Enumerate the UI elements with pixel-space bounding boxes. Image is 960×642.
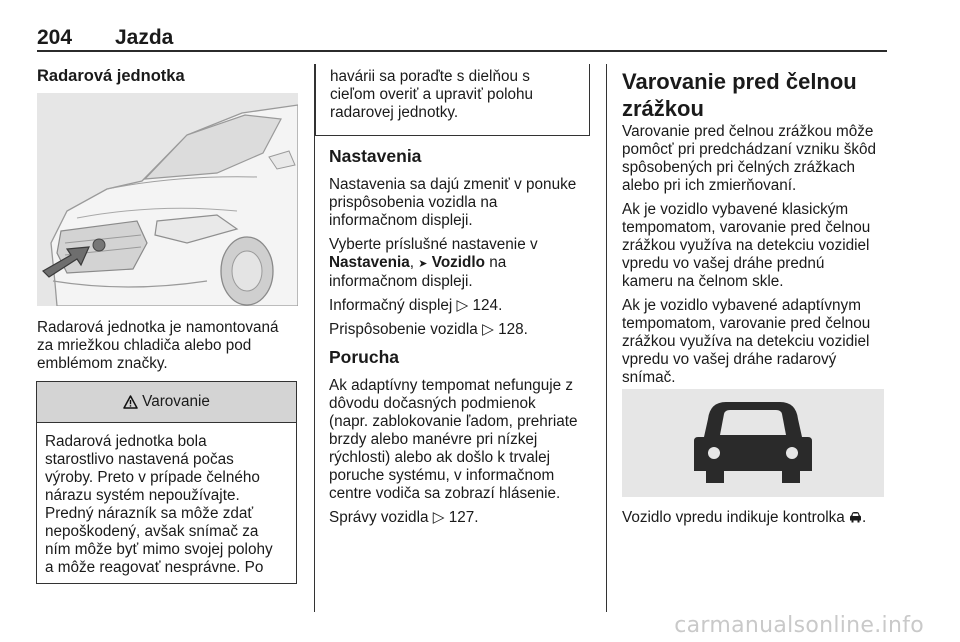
header-rule <box>37 50 887 52</box>
caption-line: emblémom značky. <box>37 355 168 372</box>
warning-text <box>37 423 296 577</box>
text-line: pomôcť pri predchádzaní vzniku škôd <box>622 141 877 158</box>
text-line <box>329 254 599 273</box>
text-line: vpredu vo vašej dráhe prednú <box>622 255 825 272</box>
heading-line: zrážkou <box>622 96 704 121</box>
text-line: Nastavenia sa dajú zmeniť v ponuke <box>329 176 577 193</box>
ref-page: 127. <box>448 509 479 526</box>
warning-line: Predný nárazník sa môže zdať <box>45 505 254 522</box>
menu-settings: Nastavenia <box>329 254 410 271</box>
warning-line: ním môže byť mimo svojej polohy <box>45 541 273 558</box>
indicator-caption <box>622 509 897 527</box>
text-line: (napr. zablokovanie ľadom, prehriate <box>329 413 578 430</box>
column-divider-right <box>606 64 607 612</box>
warning-line: nepoškodený, avšak snímač za <box>45 523 259 540</box>
note-line: radarovej jednotky. <box>330 104 459 121</box>
page-ref-icon: ▷ <box>482 321 494 338</box>
ref-text: Informačný displej <box>329 297 453 314</box>
caption-end: . <box>862 509 867 526</box>
text-line: informačnom displeji. <box>329 273 473 290</box>
forward-collision-heading <box>622 68 892 122</box>
fca-paragraph <box>622 123 897 195</box>
text-line: alebo pri ich zmierňovaní. <box>622 177 797 194</box>
radar-unit-heading: Radarová jednotka <box>37 67 185 85</box>
text-line: tempomatom, varovanie pred čelnou <box>622 219 871 236</box>
text-line: informačnom displeji. <box>329 212 473 229</box>
text-fragment: na <box>485 254 507 271</box>
caption-line: za mriežkou chladiča alebo pod <box>37 337 252 354</box>
text-line: Vyberte príslušné nastavenie v <box>329 236 538 253</box>
text-line: Varovanie pred čelnou zrážkou môže <box>622 123 874 140</box>
text-line: brzdy alebo manévre pri nízkej <box>329 431 538 448</box>
warning-line: starostlivo nastavená počas <box>45 451 234 468</box>
text-line: Ak adaptívny tempomat nefunguje z <box>329 377 574 394</box>
page-ref-icon: ▷ <box>432 509 445 526</box>
ref-text: Správy vozidla <box>329 509 429 526</box>
text-line: Ak je vozidlo vybavené klasickým <box>622 201 849 218</box>
car-front-icon <box>622 389 884 497</box>
watermark: carmanualsonline.info <box>674 613 924 638</box>
text-line: rýchlosti) alebo ak došlo k trvalej <box>329 449 551 466</box>
menu-vehicle: Vozidlo <box>431 254 485 271</box>
settings-paragraph <box>329 176 599 230</box>
text-line: prispôsobenia vozidla na <box>329 194 498 211</box>
warning-box <box>36 381 297 584</box>
text-line: poruche systému, v informačnom <box>329 467 555 484</box>
warning-line: Radarová jednotka bola <box>45 433 207 450</box>
text-line: spôsobených pri čelných zrážkach <box>622 159 855 176</box>
text-line: centre vodiča sa zobrazí hlásenie. <box>329 485 561 502</box>
warning-continuation-box <box>315 64 590 136</box>
section-title: Jazda <box>115 26 174 49</box>
settings-heading: Nastavenia <box>329 146 422 166</box>
warning-title: Varovanie <box>142 393 210 410</box>
page-number: 204 <box>37 26 73 49</box>
vehicle-ahead-icon <box>849 511 862 523</box>
text-line: Ak je vozidlo vybavené adaptívnym <box>622 297 861 314</box>
text-line: snímač. <box>622 369 676 386</box>
caption-text: Vozidlo vpredu indikuje kontrolka <box>622 509 845 526</box>
ref-page: 124. <box>472 297 503 314</box>
radar-caption <box>37 319 302 373</box>
fault-paragraph <box>329 377 601 503</box>
text-line: kameru na čelnom skle. <box>622 273 784 290</box>
vehicle-ahead-indicator-figure <box>622 389 884 497</box>
menu-arrow-icon: ➤ <box>418 258 428 270</box>
car-illustration <box>37 93 298 306</box>
text-line: dôvodu dočasných podmienok <box>329 395 536 412</box>
warning-line: výroby. Preto v prípade čelného <box>45 469 260 486</box>
text-line: zrážkou využíva na detekciu vozidiel <box>622 237 870 254</box>
fca-paragraph <box>622 201 897 291</box>
forward-collision-content <box>622 123 897 393</box>
ref-page: 128. <box>498 321 528 338</box>
note-line: havárii sa poraďte s dielňou s <box>330 68 530 85</box>
note-line: cieľom overiť a upraviť polohu <box>330 86 533 103</box>
warning-line: nárazu systém nepoužívajte. <box>45 487 240 504</box>
ref-info-display <box>329 297 599 315</box>
warning-line: a môže reagovať nesprávne. Po <box>45 559 264 576</box>
fca-paragraph <box>622 297 897 387</box>
settings-path-paragraph <box>329 236 599 291</box>
ref-vehicle-personalisation <box>329 321 599 339</box>
warning-header <box>37 382 296 423</box>
fault-content <box>329 377 601 533</box>
text-line: zrážkou využíva na detekciu vozidiel <box>622 333 870 350</box>
page-ref-icon: ▷ <box>456 297 469 314</box>
text-line: vpredu vo vašej dráhe radarový <box>622 351 837 368</box>
warning-triangle-icon <box>123 395 138 409</box>
ref-vehicle-messages <box>329 509 601 527</box>
separator: , <box>409 254 419 271</box>
caption-line: Radarová jednotka je namontovaná <box>37 319 279 336</box>
heading-line: Varovanie pred čelnou <box>622 69 857 94</box>
ref-text: Prispôsobenie vozidla <box>329 321 478 338</box>
column-divider-left <box>314 64 315 612</box>
text-line: tempomatom, varovanie pred čelnou <box>622 315 871 332</box>
fault-heading: Porucha <box>329 347 400 367</box>
settings-content <box>329 176 599 345</box>
